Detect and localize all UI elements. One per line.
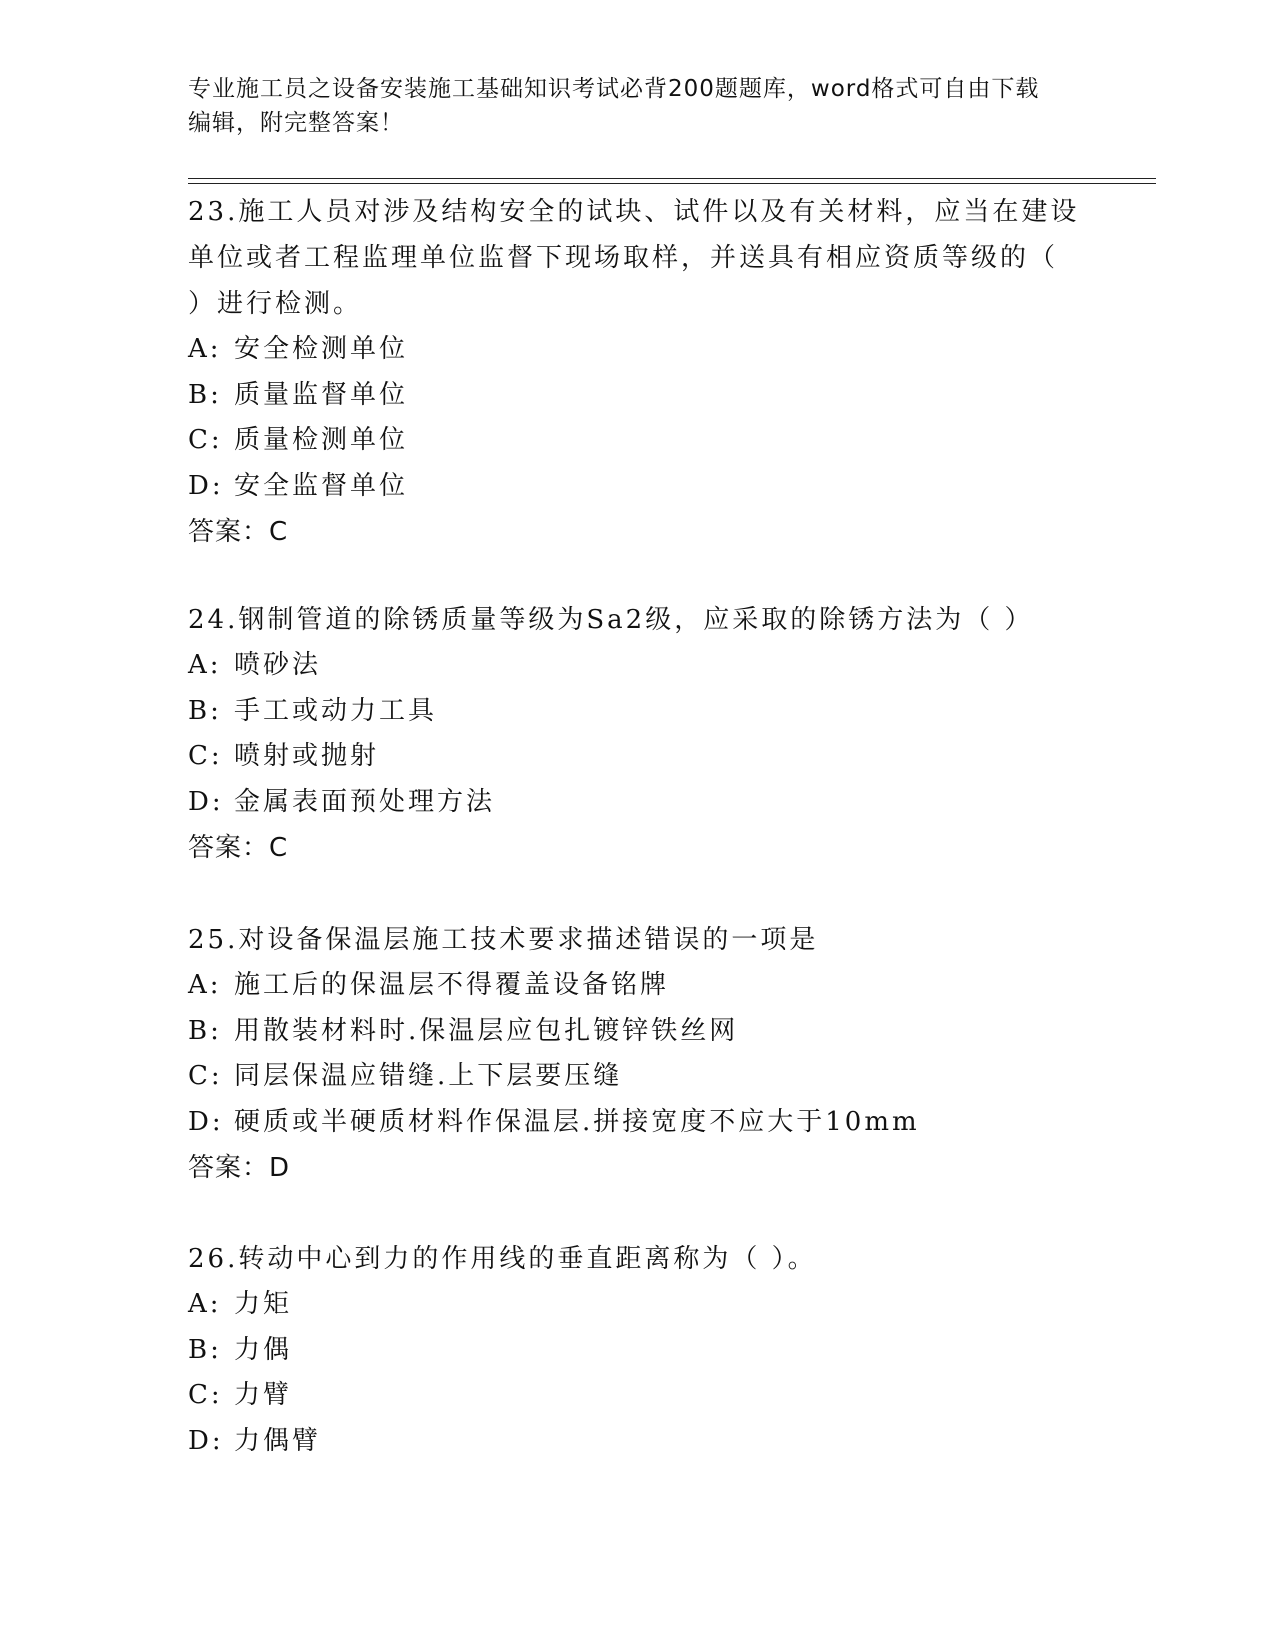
option-text: 力矩 (234, 1289, 293, 1319)
option-key: A: (188, 970, 222, 1000)
option-text: 质量监督单位 (234, 379, 409, 410)
option-d (188, 1100, 1088, 1146)
option-a (188, 963, 1088, 1009)
question-26 (188, 1236, 1088, 1464)
question-text-line: 26.转动中心到力的作用线的垂直距离称为（ ）。 (188, 1244, 817, 1274)
option-text: 喷砂法 (234, 650, 322, 680)
option-b (188, 1328, 1088, 1374)
option-key: A: (188, 650, 222, 680)
option-text: 力偶 (234, 1334, 293, 1365)
option-key: A: (188, 334, 222, 364)
option-key: B: (188, 1334, 222, 1365)
question-text-line: 24.钢制管道的除锈质量等级为Sa2级，应采取的除锈方法为（ ） (188, 605, 1034, 635)
option-text: 力臂 (234, 1380, 293, 1410)
option-c (188, 1373, 1088, 1419)
option-key: D: (188, 786, 224, 817)
option-text: 手工或动力工具 (234, 695, 438, 726)
question-text-line: 单位或者工程监理单位监督下现场取样，并送具有相应资质等级的（ (188, 243, 1059, 273)
header-divider-top (188, 178, 1156, 179)
option-text: 安全检测单位 (234, 334, 409, 364)
option-c (188, 418, 1088, 464)
option-key: C: (188, 741, 223, 771)
option-d (188, 464, 1088, 510)
question-23 (188, 189, 1088, 555)
option-text: 金属表面预处理方法 (234, 786, 496, 817)
option-b (188, 373, 1088, 419)
option-d (188, 1419, 1088, 1465)
option-a (188, 1282, 1088, 1328)
option-text: 安全监督单位 (234, 470, 409, 501)
answer: 答案：C (188, 833, 289, 863)
option-text: 力偶臂 (234, 1425, 322, 1456)
option-c (188, 1054, 1088, 1100)
option-a (188, 643, 1088, 689)
option-c (188, 734, 1088, 780)
option-text: 用散装材料时.保温层应包扎镀锌铁丝网 (234, 1015, 739, 1046)
option-text: 质量检测单位 (234, 425, 409, 455)
option-key: D: (188, 1425, 224, 1456)
question-text-line: 25.对设备保温层施工技术要求描述错误的一项是 (188, 925, 819, 955)
option-key: D: (188, 470, 224, 501)
answer: 答案：D (188, 1153, 291, 1183)
option-a (188, 327, 1088, 373)
option-key: C: (188, 425, 223, 455)
header-divider-bottom (188, 183, 1156, 184)
document-header (188, 72, 1088, 140)
option-key: C: (188, 1380, 223, 1410)
question-text-line: ）进行检测。 (188, 289, 363, 319)
option-b (188, 689, 1088, 735)
answer: 答案：C (188, 517, 289, 547)
option-b (188, 1009, 1088, 1055)
option-d (188, 780, 1088, 826)
option-key: D: (188, 1106, 224, 1137)
option-text: 同层保温应错缝.上下层要压缝 (234, 1061, 623, 1091)
option-key: B: (188, 1015, 222, 1046)
option-key: B: (188, 695, 222, 726)
option-text: 硬质或半硬质材料作保温层.拼接宽度不应大于10mm (234, 1106, 920, 1137)
header-line-2: 编辑，附完整答案！ (188, 110, 404, 136)
header-line-1: 专业施工员之设备安装施工基础知识考试必背200题题库，word格式可自由下载 (188, 76, 1040, 102)
question-text-line: 23.施工人员对涉及结构安全的试块、试件以及有关材料，应当在建设 (188, 197, 1080, 227)
question-24 (188, 597, 1088, 871)
option-text: 施工后的保温层不得覆盖设备铭牌 (234, 970, 670, 1000)
option-text: 喷射或抛射 (234, 741, 380, 771)
option-key: C: (188, 1061, 223, 1091)
option-key: A: (188, 1289, 222, 1319)
question-25 (188, 917, 1088, 1191)
option-key: B: (188, 379, 222, 410)
